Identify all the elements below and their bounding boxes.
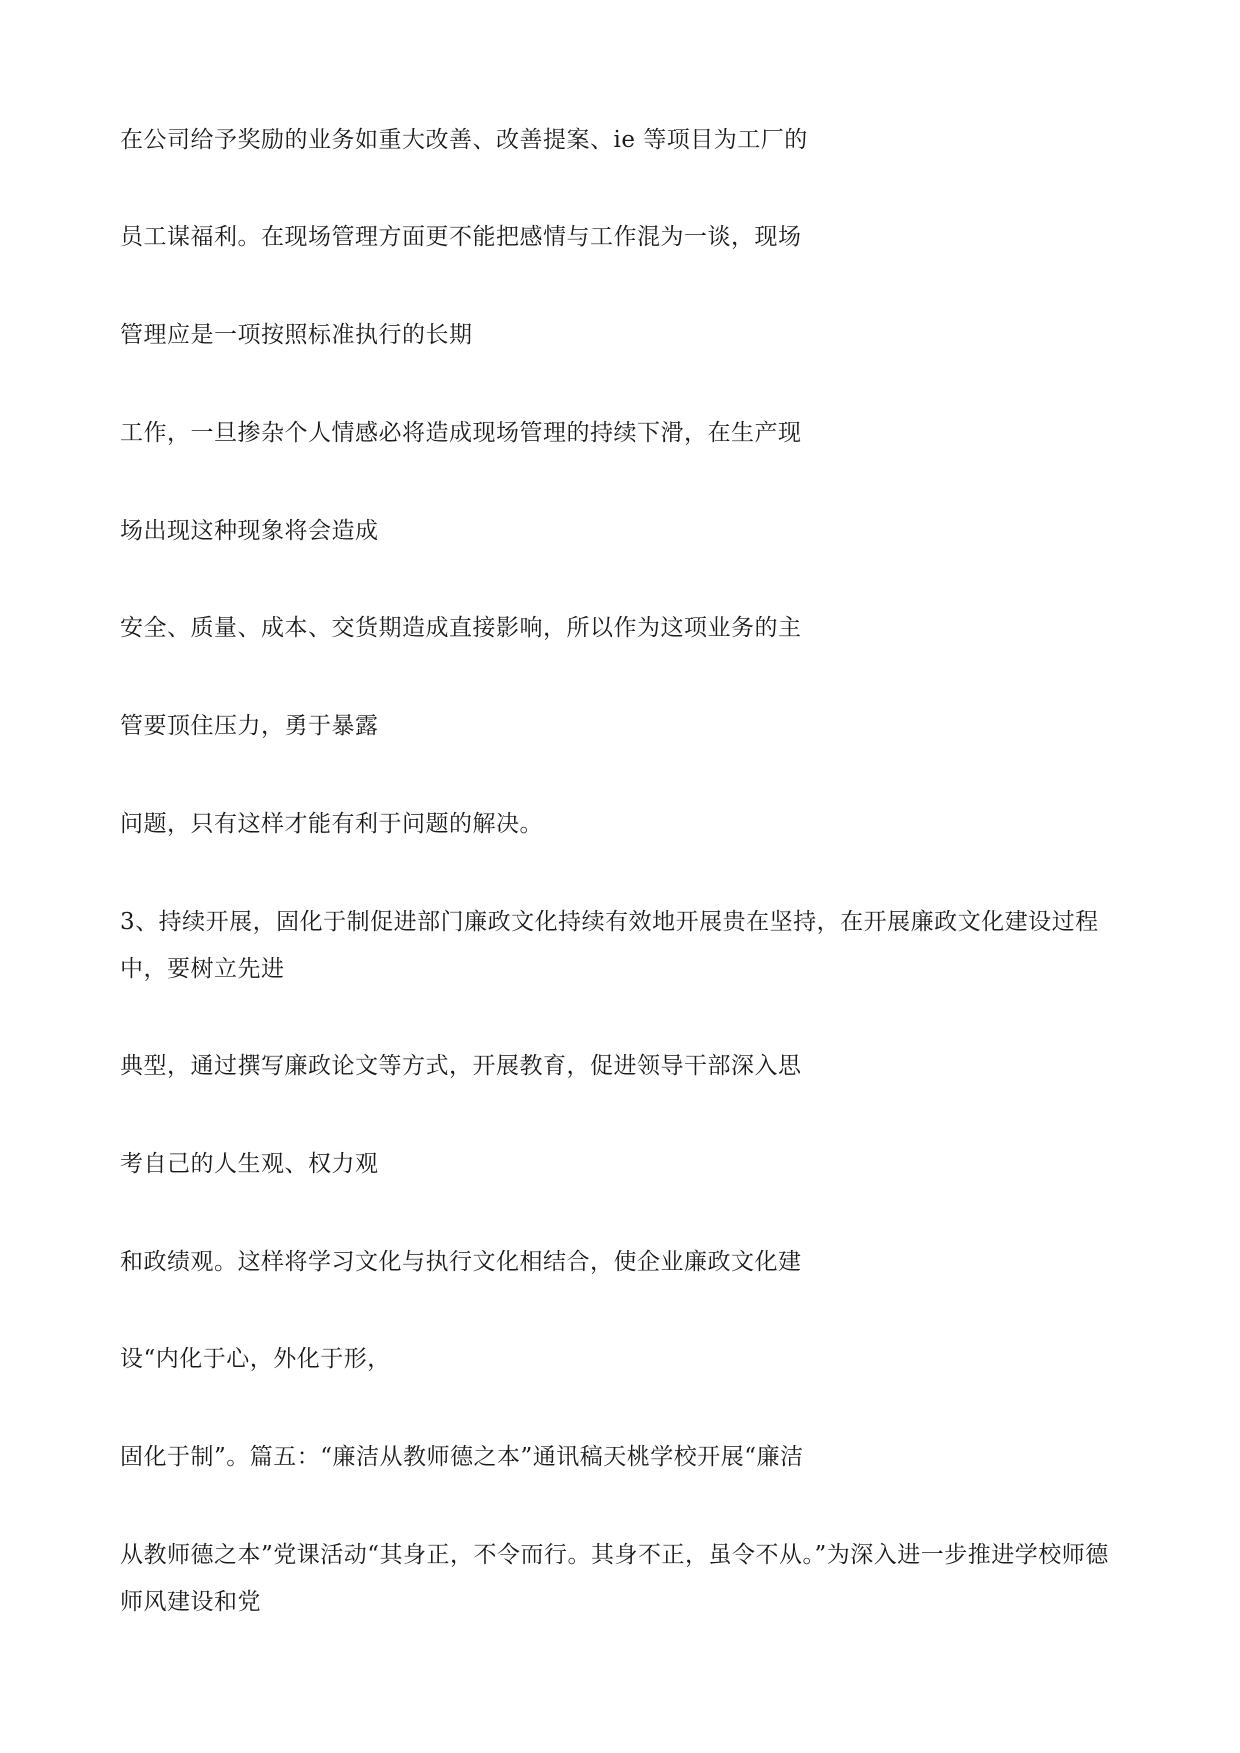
paragraph-line: 问题，只有这样才能有利于问题的解决。 (120, 811, 543, 837)
paragraph-line: 3、持续开展，固化于制促进部门廉政文化持续有效地开展贵在坚持，在开展廉政文化建设过程中，要树立先进 (120, 909, 1099, 982)
paragraph-line: 和政绩观。这样将学习文化与执行文化相结合，使企业廉政文化建 (120, 1249, 802, 1275)
paragraph-line: 员工谋福利。在现场管理方面更不能把感情与工作混为一谈，现场 (120, 224, 802, 250)
paragraph-line: 从教师德之本”党课活动“其身正，不令而行。其身不正，虽令不从。”为深入进一步推进学校师德师风建设和党 (120, 1542, 1109, 1615)
paragraph-line: 固化于制”。篇五：“廉洁从教师德之本”通讯稿天桃学校开展“廉洁 (120, 1444, 804, 1470)
paragraph-line: 管理应是一项按照标准执行的长期 (120, 322, 473, 348)
paragraph-line: 安全、质量、成本、交货期造成直接影响，所以作为这项业务的主 (120, 615, 802, 641)
paragraph-line: 在公司给予奖励的业务如重大改善、改善提案、ie 等项目为工厂的 (120, 127, 808, 153)
paragraph-line: 工作，一旦掺杂个人情感必将造成现场管理的持续下滑，在生产现 (120, 420, 802, 446)
paragraph-line: 典型，通过撰写廉政论文等方式，开展教育，促进领导干部深入思 (120, 1053, 802, 1079)
paragraph-line: 场出现这种现象将会造成 (120, 518, 379, 544)
paragraph-line: 管要顶住压力，勇于暴露 (120, 713, 379, 739)
paragraph-line: 考自己的人生观、权力观 (120, 1151, 379, 1177)
paragraph-line: 设“内化于心，外化于形， (120, 1346, 391, 1372)
